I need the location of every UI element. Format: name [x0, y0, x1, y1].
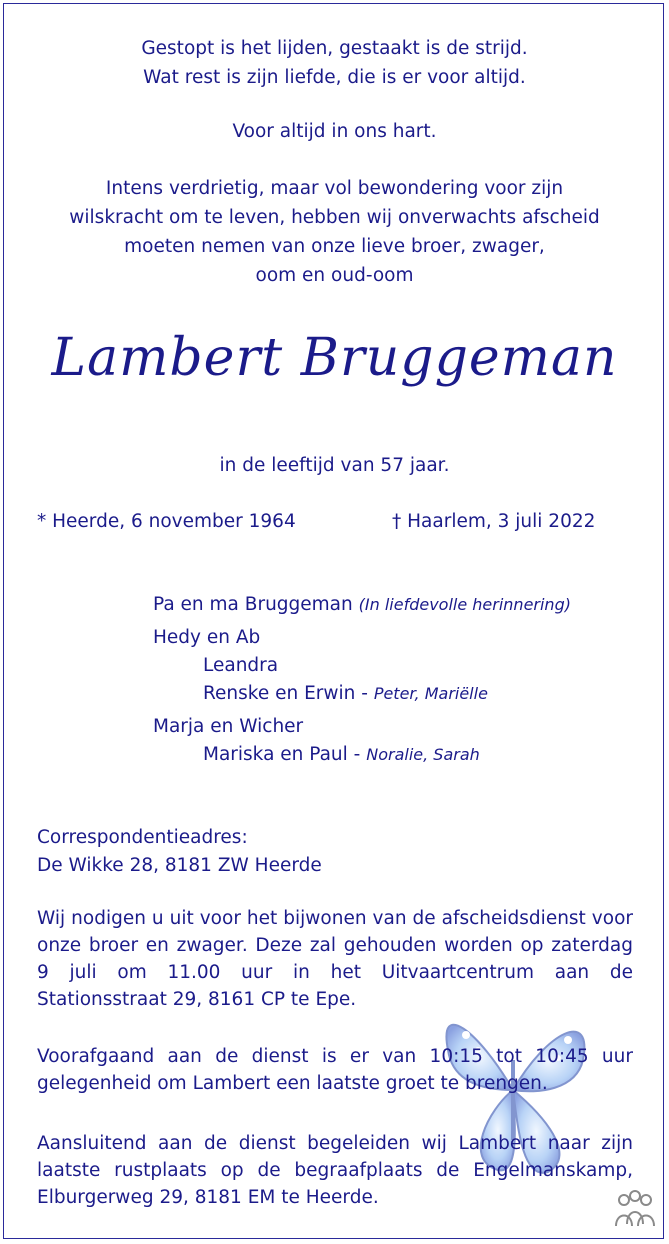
- death-line: † Haarlem, 3 juli 2022: [392, 511, 596, 532]
- family-sibling-1: Hedy en Ab: [153, 627, 261, 648]
- intro-line-1: Intens verdrietig, maar vol bewondering voor zijn: [105, 178, 564, 199]
- poem-line-2: Wat rest is zijn liefde, die is er voor altijd.: [143, 67, 526, 88]
- child-2-note: Peter, Mariëlle: [373, 684, 488, 703]
- correspondence-address: De Wikke 28, 8181 ZW Heerde: [37, 855, 322, 876]
- intro-line-2: wilskracht om te leven, hebben wij onverwachts afscheid: [69, 207, 600, 228]
- deceased-name: Lambert Bruggeman: [51, 328, 618, 388]
- service-paragraph: Wij nodigen u uit voor het bijwonen van de afscheidsdienst voor onze broer en zwager. Deze zal gehouden worden op zaterdag 9 juli om 11.00 uur in het Uitvaartcentrum aan de Stationsstraat 29, 8161 CP te Epe.: [37, 908, 633, 1010]
- birth-line: * Heerde, 6 november 1964: [37, 511, 296, 532]
- family-child-2: [203, 679, 488, 708]
- parents-note: (In liefdevolle herinnering): [358, 595, 571, 614]
- child-2-label: Renske en Erwin -: [203, 683, 368, 704]
- family-child-3: [203, 740, 480, 769]
- intro-line-4: oom en oud-oom: [255, 265, 414, 286]
- family-sibling-2: Marja en Wicher: [153, 716, 304, 737]
- family-logo-icon: [612, 1186, 658, 1232]
- viewing-paragraph: Voorafgaand aan de dienst is er van 10:15 tot 10:45 uur gelegenheid om Lambert een laatste groet te brengen.: [37, 1046, 633, 1094]
- family-parents: [153, 590, 571, 619]
- burial-paragraph: Aansluitend aan de dienst begeleiden wij Lambert naar zijn laatste rustplaats op de begraafplaats de Engelmanskamp, Elburgerweg 29, 8181 EM te Heerde.: [37, 1133, 633, 1208]
- parents-label: Pa en ma Bruggeman: [153, 594, 353, 615]
- age-line: in de leeftijd van 57 jaar.: [219, 455, 450, 476]
- correspondence-label: Correspondentieadres:: [37, 827, 248, 848]
- family-child-1: Leandra: [203, 655, 279, 676]
- intro-line-3: moeten nemen van onze lieve broer, zwager,: [124, 236, 545, 257]
- poem-line-1: Gestopt is het lijden, gestaakt is de strijd.: [141, 38, 528, 59]
- child-3-label: Mariska en Paul -: [203, 744, 361, 765]
- child-3-note: Noralie, Sarah: [366, 745, 480, 764]
- poem-line-3: Voor altijd in ons hart.: [232, 121, 437, 142]
